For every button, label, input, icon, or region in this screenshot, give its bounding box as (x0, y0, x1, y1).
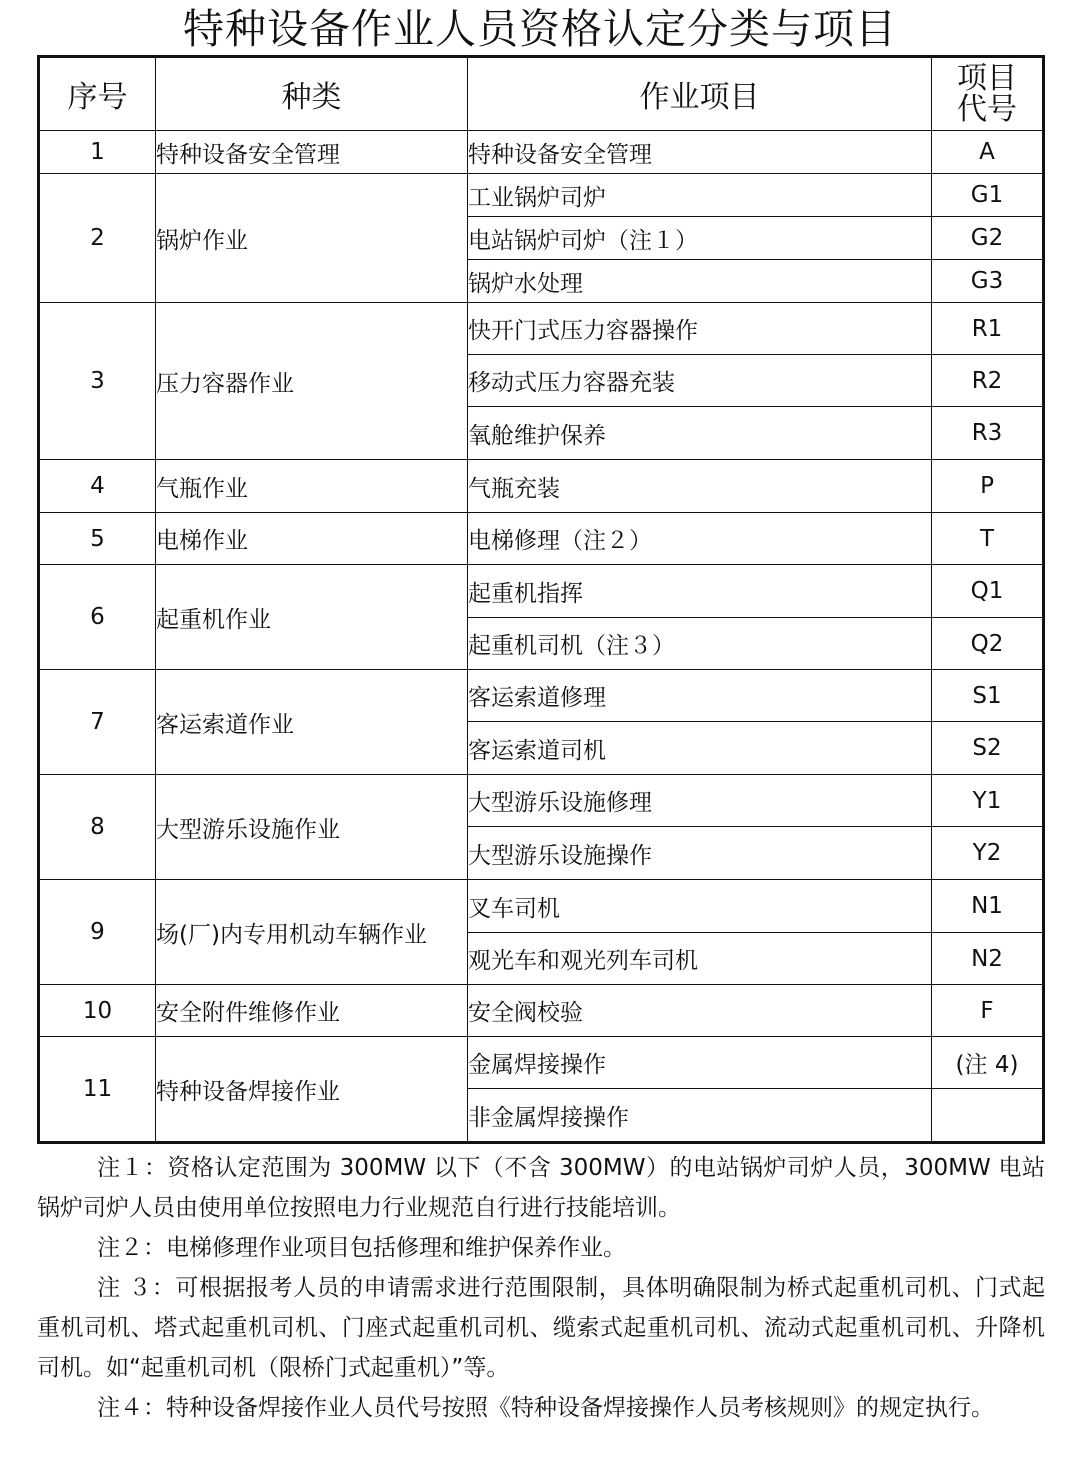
row-code: S1 (932, 670, 1044, 722)
notes-section (37, 1148, 1045, 1428)
row-seq: 11 (39, 1037, 156, 1143)
table-row (39, 985, 1044, 1037)
table-row (39, 460, 1044, 513)
row-code: N2 (932, 933, 1044, 985)
header-item: 作业项目 (468, 57, 932, 131)
note-4: 注４：特种设备焊接作业人员代号按照《特种设备焊接操作人员考核规则》的规定执行。 (97, 1395, 994, 1421)
header-code (932, 57, 1044, 131)
row-code: G3 (932, 260, 1044, 303)
row-category: 气瓶作业 (156, 460, 468, 513)
note-1: 注１：资格认定范围为 300MW 以下（不含 300MW）的电站锅炉司炉人员，300MW 电站锅炉司炉人员由使用单位按照电力行业规范自行进行技能培训。 (37, 1155, 1045, 1221)
table-row (39, 303, 1044, 355)
table-body (39, 131, 1044, 1143)
row-item: 非金属焊接操作 (468, 1089, 932, 1143)
row-category: 安全附件维修作业 (156, 985, 468, 1037)
row-code: G1 (932, 174, 1044, 217)
header-code-line2: 代号 (957, 92, 1017, 127)
row-seq: 10 (39, 985, 156, 1037)
row-item: 氧舱维护保养 (468, 407, 932, 460)
row-category: 大型游乐设施作业 (156, 775, 468, 880)
note-3: 注 ３：可根据报考人员的申请需求进行范围限制，具体明确限制为桥式起重机司机、门式起重机司机、塔式起重机司机、门座式起重机司机、缆索式起重机司机、流动式起重机司机、升降机司机。如“起重机司机（限桥门式起重机）”等。 (37, 1275, 1045, 1381)
table-row (39, 513, 1044, 565)
row-seq: 2 (39, 174, 156, 303)
row-seq: 8 (39, 775, 156, 880)
row-seq: 9 (39, 880, 156, 985)
row-category: 客运索道作业 (156, 670, 468, 775)
row-item: 大型游乐设施修理 (468, 775, 932, 827)
row-category: 压力容器作业 (156, 303, 468, 460)
qualification-table (37, 55, 1045, 1144)
table-row (39, 670, 1044, 722)
row-code: Y1 (932, 775, 1044, 827)
row-code (932, 1089, 1044, 1143)
table-row (39, 565, 1044, 618)
row-seq: 4 (39, 460, 156, 513)
row-item: 观光车和观光列车司机 (468, 933, 932, 985)
row-item: 客运索道修理 (468, 670, 932, 722)
row-code: T (932, 513, 1044, 565)
row-category: 起重机作业 (156, 565, 468, 670)
table-header-row (39, 57, 1044, 131)
row-category: 场(厂)内专用机动车辆作业 (156, 880, 468, 985)
row-item: 工业锅炉司炉 (468, 174, 932, 217)
table-row (39, 131, 1044, 174)
row-item: 特种设备安全管理 (468, 131, 932, 174)
row-seq: 5 (39, 513, 156, 565)
row-item: 大型游乐设施操作 (468, 827, 932, 880)
row-code: R1 (932, 303, 1044, 355)
row-code: (注 4) (932, 1037, 1044, 1089)
row-code: A (932, 131, 1044, 174)
row-code: F (932, 985, 1044, 1037)
row-item: 金属焊接操作 (468, 1037, 932, 1089)
row-code: Q1 (932, 565, 1044, 618)
table-row (39, 174, 1044, 217)
row-item: 锅炉水处理 (468, 260, 932, 303)
row-category: 锅炉作业 (156, 174, 468, 303)
row-item: 气瓶充装 (468, 460, 932, 513)
header-seq: 序号 (39, 57, 156, 131)
row-item: 安全阀校验 (468, 985, 932, 1037)
note-2: 注２：电梯修理作业项目包括修理和维护保养作业。 (97, 1235, 626, 1261)
row-category: 特种设备焊接作业 (156, 1037, 468, 1143)
page-title: 特种设备作业人员资格认定分类与项目 (183, 5, 897, 53)
row-item: 叉车司机 (468, 880, 932, 933)
row-code: R3 (932, 407, 1044, 460)
row-item: 电梯修理（注２） (468, 513, 932, 565)
row-code: P (932, 460, 1044, 513)
row-seq: 7 (39, 670, 156, 775)
header-category: 种类 (156, 57, 468, 131)
header-code-line1: 项目 (957, 61, 1017, 96)
table-row (39, 775, 1044, 827)
row-item: 快开门式压力容器操作 (468, 303, 932, 355)
row-code: G2 (932, 217, 1044, 260)
row-item: 电站锅炉司炉（注１） (468, 217, 932, 260)
row-item: 客运索道司机 (468, 722, 932, 775)
row-code: Q2 (932, 618, 1044, 670)
row-code: R2 (932, 355, 1044, 407)
row-category: 电梯作业 (156, 513, 468, 565)
row-item: 移动式压力容器充装 (468, 355, 932, 407)
row-item: 起重机指挥 (468, 565, 932, 618)
row-code: S2 (932, 722, 1044, 775)
row-code: Y2 (932, 827, 1044, 880)
table-row (39, 880, 1044, 933)
table-row (39, 1037, 1044, 1089)
row-category: 特种设备安全管理 (156, 131, 468, 174)
row-seq: 6 (39, 565, 156, 670)
row-seq: 3 (39, 303, 156, 460)
row-item: 起重机司机（注３） (468, 618, 932, 670)
row-code: N1 (932, 880, 1044, 933)
row-seq: 1 (39, 131, 156, 174)
